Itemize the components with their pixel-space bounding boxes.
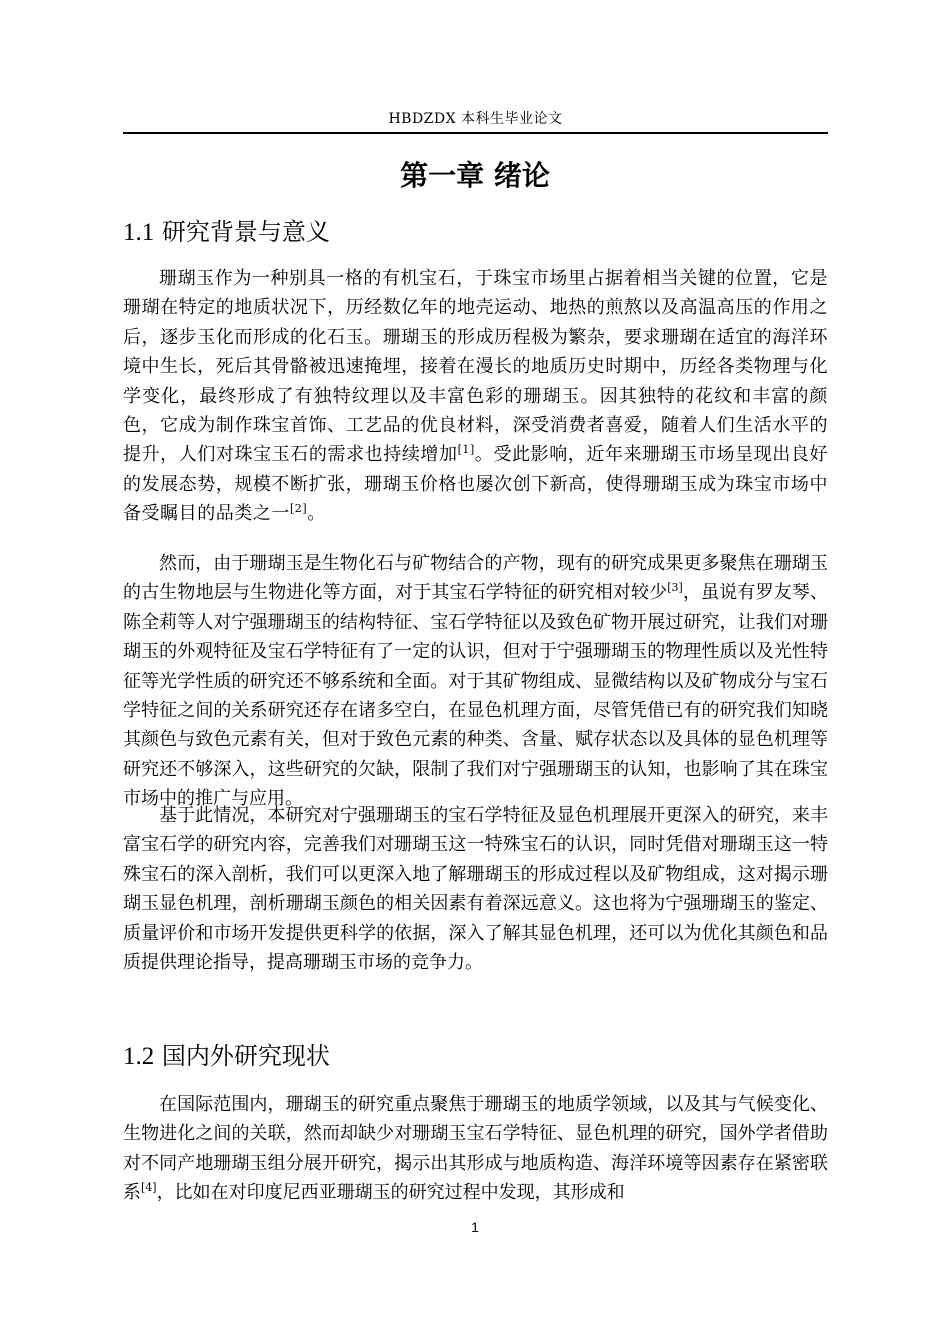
citation-ref: [3] xyxy=(667,581,683,595)
paragraph-text: 珊瑚玉作为一种别具一格的有机宝石，于珠宝市场里占据着相当关键的位置，它是珊瑚在特定的地质状况下，历经数亿年的地壳运动、地热的煎熬以及高温高压的作用之后，逐步玉化而形成的化石玉。珊瑚玉的形成历程极为繁杂，要求珊瑚在适宜的海洋环境中生长，死后其骨骼被迅速掩埋，接着在漫长的地质历史时期中，历经各类物理与化学变化，最终形成了有独特纹理以及丰富色彩的珊瑚玉。因其独特的花纹和丰富的颜色，它成为制作珠宝首饰、工艺品的优良材料，深受消费者喜爱，随着人们生活水平的提升，人们对珠宝玉石的需求也持续增加 xyxy=(123,268,828,466)
section-heading-1-1 xyxy=(123,212,330,247)
section-title-text: 国内外研究现状 xyxy=(161,1042,330,1070)
paragraph-1-1-2 xyxy=(123,549,828,814)
citation-ref: [4] xyxy=(141,1181,157,1195)
paragraph-text: 然而，由于珊瑚玉是生物化石与矿物结合的产物，现有的研究成果更多聚焦在珊瑚玉的古生物地层与生物进化等方面，对于其宝石学特征的研究相对较少 xyxy=(123,553,828,604)
section-number: 1.2 xyxy=(123,1043,155,1070)
section-heading-1-2 xyxy=(123,1036,330,1071)
paragraph-1-2-1 xyxy=(123,1090,828,1208)
chapter-title: 第一章 绪论 xyxy=(400,159,550,192)
section-title-text: 研究背景与意义 xyxy=(161,218,330,246)
header-rule xyxy=(123,132,828,134)
paragraph-1-1-3 xyxy=(123,801,828,977)
running-header: HBDZDX 本科生毕业论文 xyxy=(388,111,563,127)
paragraph-1-1-1 xyxy=(123,264,828,529)
paragraph-text: ，虽说有罗友琴、陈全莉等人对宁强珊瑚玉的结构特征、宝石学特征以及致色矿物开展过研究，让我们对珊瑚玉的外观特征及宝石学特征有了一定的认识，但对于宁强珊瑚玉的物理性质以及光性特征等光学性质的研究还不够系统和全面。对于其矿物组成、显微结构以及矿物成分与宝石学特征之间的关系研究还存在诸多空白，在显色机理方面，尽管凭借已有的研究我们知晓其颜色与致色元素有关，但对于致色元素的种类、含量、赋存状态以及具体的显色机理等研究还不够深入，这些研究的欠缺，限制了我们对宁强珊瑚玉的认知，也影响了其在珠宝市场中的推广与应用。 xyxy=(123,582,828,810)
citation-ref: [2] xyxy=(289,502,308,516)
paragraph-text: 基于此情况，本研究对宁强珊瑚玉的宝石学特征及显色机理展开更深入的研究，来丰富宝石学的研究内容，完善我们对珊瑚玉这一特殊宝石的认识，同时凭借对珊瑚玉这一特殊宝石的深入剖析，我们可以更深入地了解珊瑚玉的形成过程以及矿物组成，这对揭示珊瑚玉显色机理，剖析珊瑚玉颜色的相关因素有着深远意义。这也将为宁强珊瑚玉的鉴定、质量评价和市场开发提供更科学的依据，深入了解其显色机理，还可以为优化其颜色和品质提供理论指导，提高珊瑚玉市场的竞争力。 xyxy=(123,805,828,974)
page-number: 1 xyxy=(471,1219,479,1235)
section-number: 1.1 xyxy=(123,219,155,246)
paragraph-text: 。 xyxy=(307,503,326,525)
citation-ref: [1] xyxy=(457,443,475,457)
paragraph-text: 。受此影响，近年来珊瑚玉市场呈现出良好的发展态势，规模不断扩张，珊瑚玉价格也屡次创下新高，使得珊瑚玉成为珠宝市场中备受瞩目的品类之一 xyxy=(123,444,828,525)
paragraph-text: 在国际范围内，珊瑚玉的研究重点聚焦于珊瑚玉的地质学领域，以及其与气候变化、生物进化之间的关联，然而却缺少对珊瑚玉宝石学特征、显色机理的研究，国外学者借助对不同产地珊瑚玉组分展开研究，揭示出其形成与地质构造、海洋环境等因素存在紧密联系 xyxy=(123,1094,828,1204)
paragraph-text: ，比如在对印度尼西亚珊瑚玉的研究过程中发现，其形成和 xyxy=(156,1182,625,1204)
